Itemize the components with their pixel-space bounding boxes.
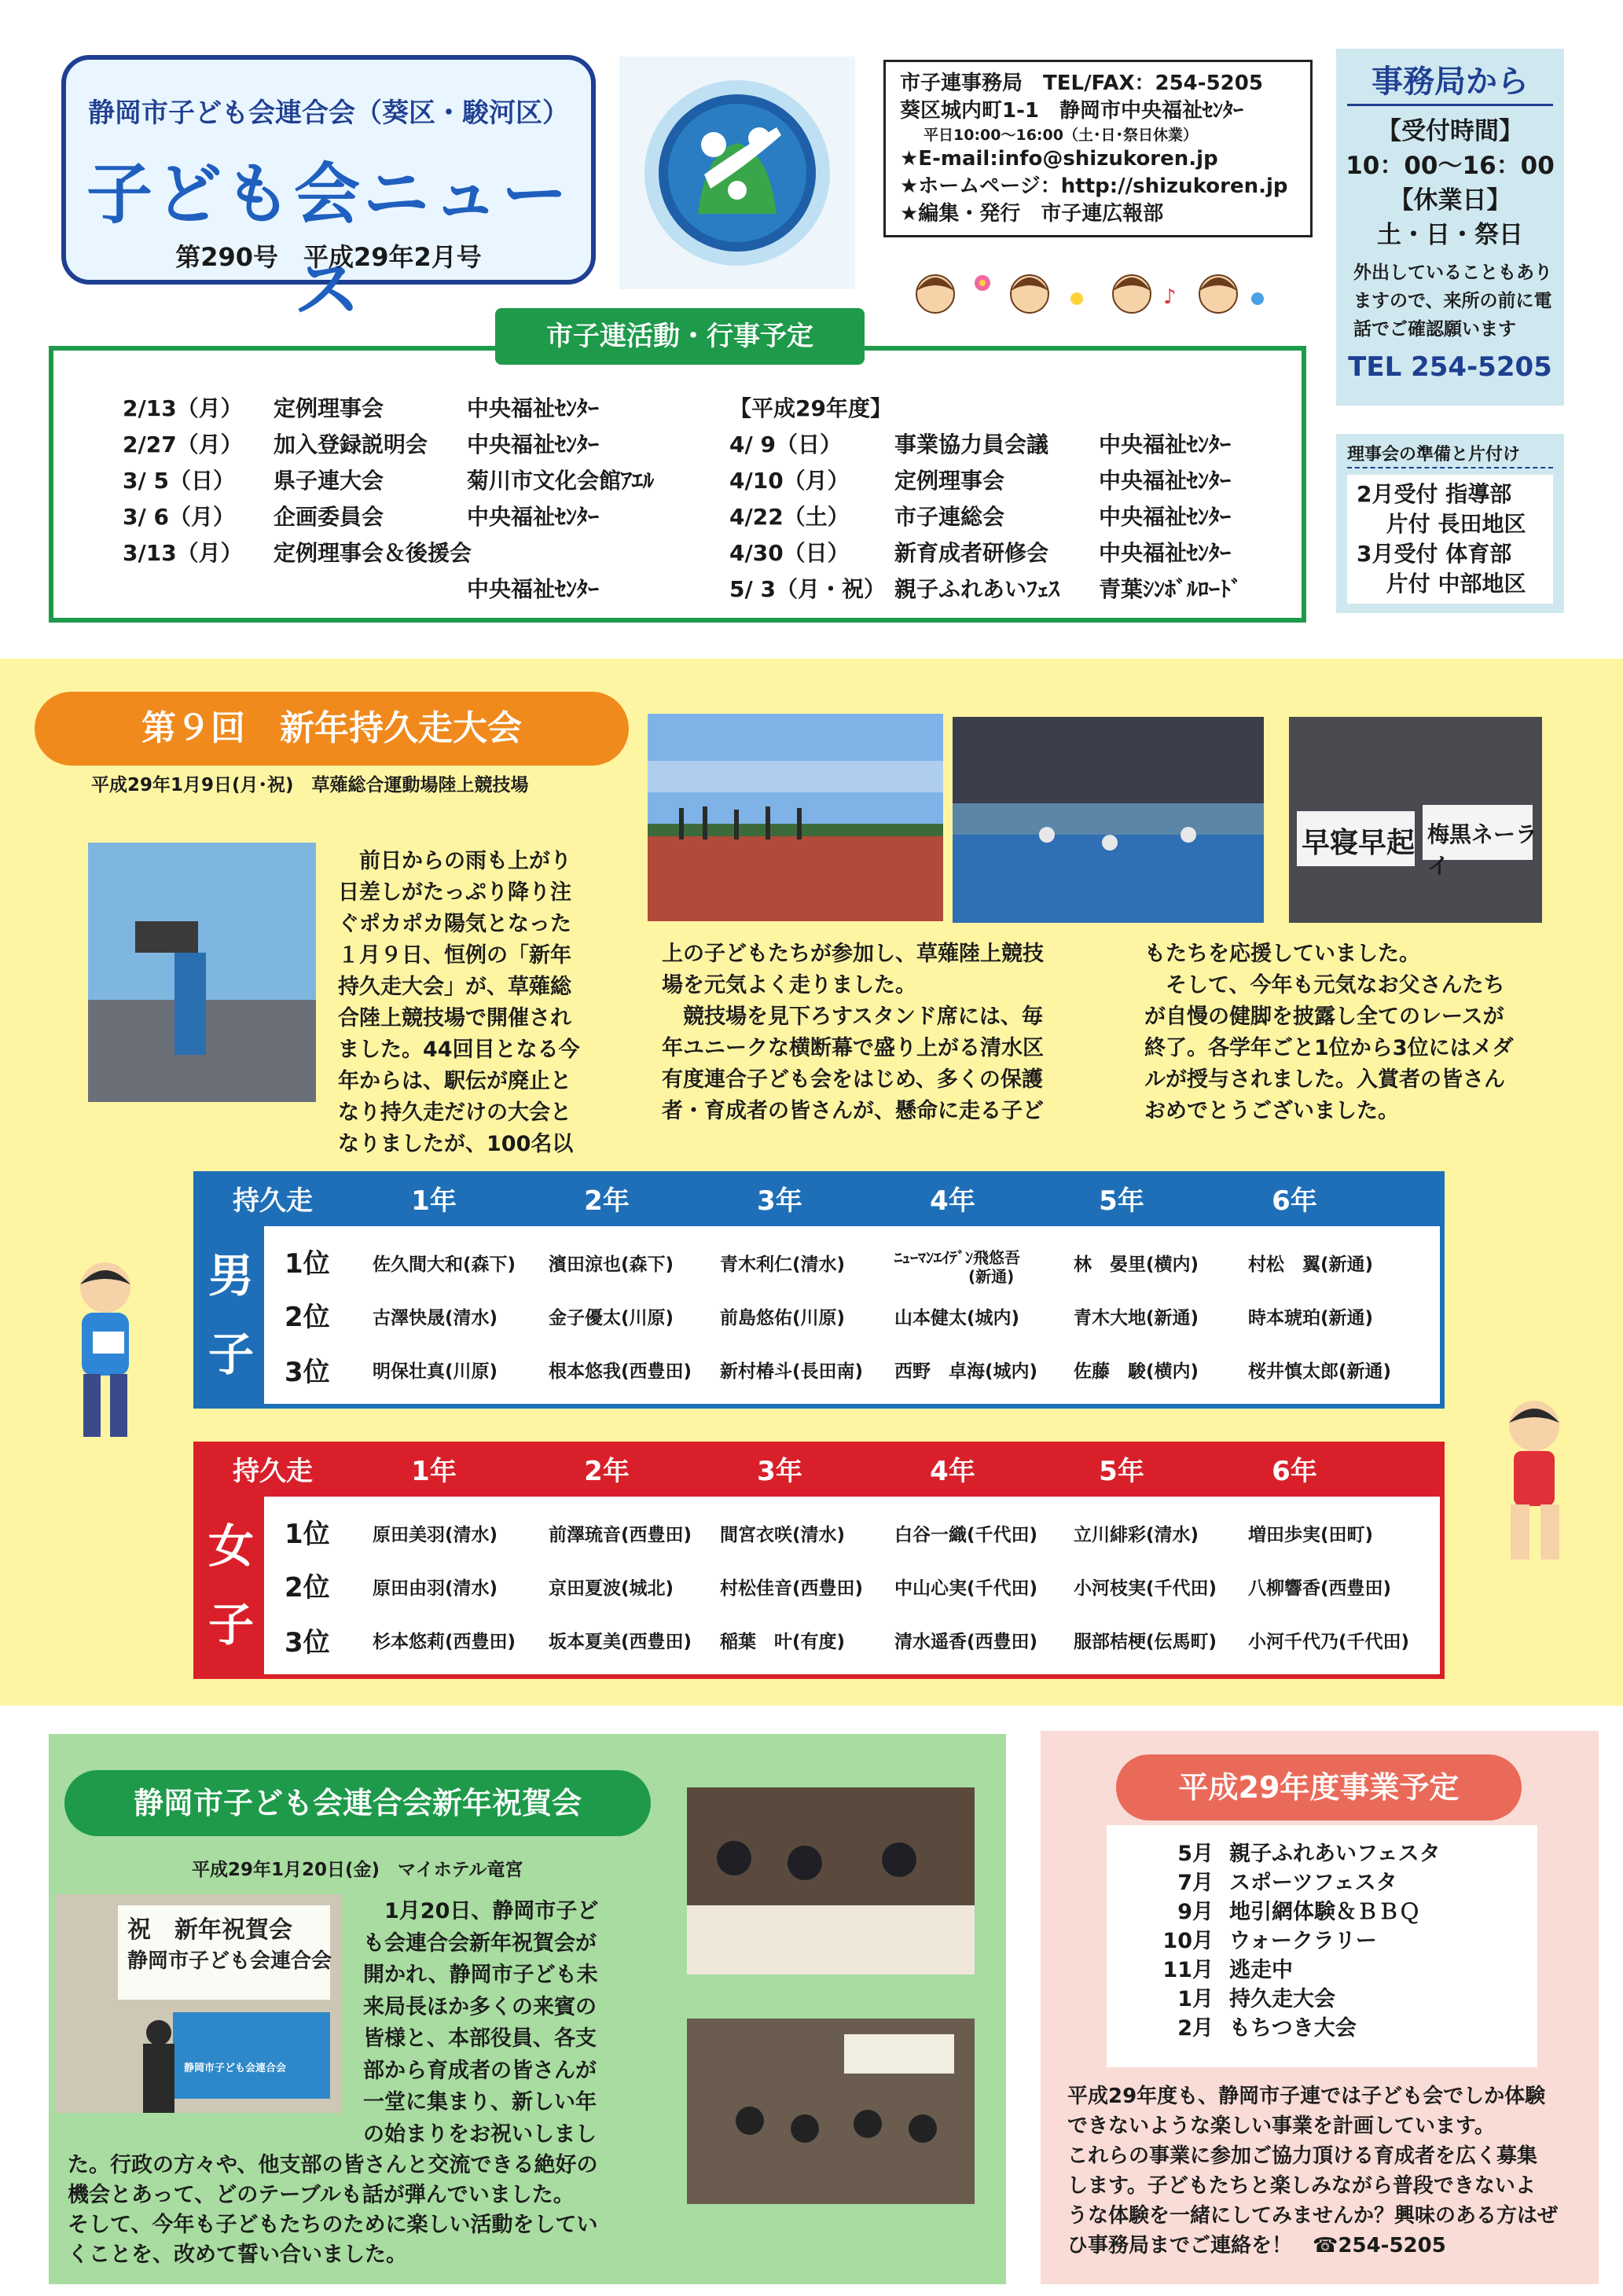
sched-date: 4/ 9（日） [729, 432, 842, 457]
text-line: 来局長ほか多くの来賓の [363, 1994, 597, 2019]
sched-date: 3/13（月） [123, 540, 243, 566]
sched-event: 企画委員会 [274, 504, 384, 530]
sched-date: 4/10（月） [729, 468, 850, 494]
boys-label: 子 [207, 1328, 254, 1381]
grade-header: 1年 [411, 1185, 457, 1217]
rank-label: 1位 [285, 1519, 330, 1550]
result-cell: 中山心実(千代田) [894, 1578, 1038, 1599]
result-cell: 小河枝実(千代田) [1074, 1578, 1217, 1599]
office-note: 外出していることもありますので、来所の前に電話でご確認願います [1353, 263, 1552, 340]
text-line: た。行政の方々や、他支部の皆さんと交流できる絶好の [68, 2153, 598, 2177]
masthead [61, 55, 596, 328]
track-photo-1 [648, 714, 943, 921]
sched-place: 中央福祉ｾﾝﾀｰ [467, 432, 600, 457]
text-line: 有度連合子ども会をはじめ、多くの保護 [662, 1067, 1043, 1092]
result-cell: 小河千代乃(千代田) [1248, 1632, 1410, 1652]
text-line: もたちを応援していました。 [1144, 942, 1420, 966]
sched-date: 3/ 6（月） [123, 504, 235, 530]
sched-place: 中央福祉ｾﾝﾀｰ [1099, 540, 1232, 566]
sched-date: 4/30（日） [729, 540, 850, 566]
text-line: 場を元気よく走りました。 [662, 973, 916, 997]
marathon-article-col3 [1144, 939, 1584, 1127]
table-header: 持久走 [233, 1185, 313, 1217]
race-start-scene-icon [88, 843, 316, 1102]
info-hours: 平日10:00～16:00（土･日･祭日休業） [923, 127, 1198, 144]
result-cell: 清水遥香(西豊田) [894, 1632, 1038, 1652]
sched-place: 菊川市文化会館ｱｴﾙ [467, 468, 655, 494]
plan-name: 持久走大会 [1229, 1987, 1335, 2011]
grade-header: 4年 [930, 1185, 975, 1217]
track-scene-icon [648, 714, 943, 921]
issue-number: 第290号 平成29年2月号 [175, 242, 482, 272]
sched-place: 中央福祉ｾﾝﾀｰ [467, 395, 600, 421]
result-cell: 山本健太(城内) [894, 1308, 1020, 1328]
text-line: 終了。各学年ごと1位から3位にはメダ [1144, 1036, 1514, 1060]
table-header: 持久走 [233, 1456, 313, 1487]
text-line: １月９日、恒例の「新年 [338, 943, 571, 968]
svg-text:♪: ♪ [1163, 285, 1177, 309]
grade-header: 2年 [584, 1185, 630, 1217]
result-cell: 明保壮真(川原) [373, 1361, 498, 1382]
runners-scene-icon [953, 717, 1264, 923]
text-line: 年からは、駅伝が廃止と [338, 1069, 571, 1093]
text-line: 上の子どもたちが参加し、草薙陸上競技 [662, 942, 1044, 966]
sched-event: 定例理事会＆後援会 [274, 540, 472, 566]
result-cell: 稲葉 叶(有度) [720, 1632, 846, 1652]
result-cell: 時本琥珀(新通) [1248, 1308, 1374, 1328]
result-cell: ﾆｭｰﾏﾝｴｲﾃﾞﾝ飛悠吾 [894, 1248, 1020, 1267]
board-row: 片付 中部地区 [1357, 571, 1526, 597]
grade-header: 3年 [757, 1456, 802, 1487]
sched-event: 定例理事会 [274, 395, 384, 421]
plan-month: 10月 [1162, 1929, 1214, 1953]
sched-place: 中央福祉ｾﾝﾀｰ [1099, 468, 1232, 494]
text-line: ぐポカポカ陽気となった [338, 912, 571, 936]
text-line: も会連合会新年祝賀会が [363, 1930, 597, 1956]
info-office: 市子連事務局 TEL/FAX：254-5205 [900, 72, 1263, 95]
grade-header: 4年 [930, 1456, 975, 1487]
sched-date: 3/ 5（日） [123, 468, 235, 494]
girls-label: 女 [207, 1519, 254, 1573]
sched-place: 中央福祉ｾﾝﾀｰ [1099, 504, 1232, 530]
result-cell: 白谷一織(千代田) [894, 1525, 1038, 1545]
result-cell: 佐久間大和(森下) [373, 1255, 516, 1275]
plan-item [1138, 1985, 1537, 2014]
result-cell: 村松 翼(新通) [1248, 1255, 1374, 1275]
plan-name: 地引網体験＆ＢＢＱ [1229, 1900, 1420, 1924]
marathon-article-col1 [338, 846, 621, 1160]
info-publisher: ★編集・発行 市子連広報部 [900, 202, 1164, 226]
plan-contact-line[interactable]: ひ事務局までご連絡を！ ☎254-5205 [1067, 2234, 1446, 2257]
text-line: おめでとうございました。 [1144, 1099, 1399, 1123]
result-cell: 前島悠佑(川原) [720, 1308, 846, 1328]
office-hours: 10：00～16：00 [1346, 152, 1555, 180]
text-line: が自慢の健脚を披露し全てのレースが [1144, 1005, 1504, 1029]
event-schedule [49, 346, 1306, 623]
result-cell: 間宮衣咲(清水) [720, 1525, 846, 1545]
result-cell: 古澤快晟(清水) [373, 1308, 498, 1328]
result-cell: 立川緋彩(清水) [1074, 1525, 1199, 1545]
sched-date: 2/13（月） [123, 395, 243, 421]
boy-runner-icon [53, 1256, 156, 1453]
result-cell: 村松佳音(西豊田) [720, 1578, 864, 1599]
text-line: これらの事業に参加ご協力頂ける育成者を広く募集 [1067, 2144, 1538, 2168]
girls-results-table [193, 1442, 1445, 1679]
result-cell: 濱田涼也(森下) [549, 1255, 674, 1275]
sched-event: 市子連総会 [894, 504, 1005, 530]
kids-faces-icon [912, 259, 1281, 322]
runner-red-shirt-icon [1478, 1391, 1588, 1572]
board-row: 2月受付 指導部 [1357, 481, 1512, 507]
text-line: そして、今年も子どもたちのために楽しい活動をしてい [68, 2213, 598, 2237]
contact-info [883, 60, 1313, 237]
plan-name: スポーツフェスタ [1229, 1871, 1397, 1895]
kids-faces-illustration [912, 259, 1281, 322]
result-cell: 坂本夏美(西豊田) [549, 1632, 692, 1652]
sched-date: 2/27（月） [123, 432, 243, 457]
text-line: します。子どもたちと楽しみながら普段できないよ [1067, 2174, 1536, 2198]
info-homepage[interactable]: ★ホームページ：http://shizukoren.jp [900, 174, 1288, 198]
sched-place: 中央福祉ｾﾝﾀｰ [467, 576, 600, 602]
text-line: うな体験を一緒にしてみませんか？興味のある方はぜ [1067, 2204, 1559, 2228]
logo [619, 57, 855, 289]
sched-date: 4/22（土） [729, 504, 850, 530]
office-closed-days: 土・日・祭日 [1377, 221, 1523, 249]
office-notice [1336, 49, 1564, 406]
plan-month: 7月 [1177, 1871, 1214, 1895]
grade-header: 6年 [1272, 1456, 1317, 1487]
party-table-photo-1 [687, 1787, 975, 1975]
result-cell: 増田歩実(田町) [1248, 1525, 1374, 1545]
marathon-article-col2 [662, 939, 1110, 1127]
result-cell: 佐藤 駿(横内) [1074, 1361, 1199, 1382]
text-line: の始まりをお祝いしまし [363, 2122, 597, 2147]
grade-header: 1年 [411, 1456, 457, 1487]
text-line: 平成29年度も、静岡市子連では子ども会でしか体験 [1067, 2085, 1546, 2108]
text-line: なりましたが、100名以 [338, 1132, 574, 1156]
result-cell: 新村椿斗(長田南) [720, 1361, 864, 1382]
grade-header: 5年 [1099, 1456, 1144, 1487]
plan-month: 9月 [1177, 1900, 1214, 1924]
party-subtitle: 平成29年1月20日(金) マイホテル竜宮 [192, 1860, 523, 1880]
result-cell: 原田由羽(清水) [373, 1578, 498, 1599]
banner-photo [1289, 717, 1542, 923]
grade-header: 5年 [1099, 1185, 1144, 1217]
marathon-title: 第９回 新年持久走大会 [35, 692, 629, 766]
plan-item [1138, 1927, 1537, 1956]
plan-name: 親子ふれあいフェスタ [1229, 1842, 1441, 1866]
girls-label: 子 [207, 1598, 254, 1651]
plan-month: 5月 [1177, 1842, 1214, 1866]
info-address: 葵区城内町1-1 静岡市中央福祉ｾﾝﾀｰ [900, 99, 1243, 123]
board-duty [1336, 434, 1564, 613]
board-heading: 理事会の準備と片付け [1347, 443, 1553, 468]
party-sign-line2: 静岡市子ども会連合会 [127, 1949, 332, 1973]
start-photo [88, 843, 316, 1102]
rank-label: 1位 [285, 1248, 330, 1280]
text-line: 競技場を見下ろすスタンド席には、毎 [662, 1005, 1043, 1029]
text-line: 1月20日、静岡市子ど [363, 1899, 599, 1923]
grade-header: 3年 [757, 1185, 802, 1217]
plan-name: もちつき大会 [1229, 2016, 1357, 2041]
text-line: 日差しがたっぷり降り注 [338, 880, 571, 905]
party-sign-line1: 祝 新年祝賀会 [127, 1916, 292, 1944]
result-cell: 青木利仁(清水) [720, 1255, 846, 1275]
party-table-photo-2 [687, 2019, 975, 2204]
sched-event: 県子連大会 [274, 468, 384, 494]
plan-name: 逃走中 [1229, 1958, 1293, 1982]
schedule-title: 市子連活動・行事予定 [495, 308, 865, 365]
text-line: 開かれ、静岡市子ども未 [363, 1963, 598, 1987]
text-line: 前日からの雨も上がり [338, 849, 571, 873]
boys-label: 男 [207, 1249, 254, 1302]
text-line: なり持久走だけの大会と [338, 1100, 571, 1125]
sched-event: 親子ふれあいﾌｪｽ [894, 576, 1060, 602]
text-line: くことを、改めて誓い合いました。 [68, 2243, 407, 2267]
plan-item [1138, 1956, 1537, 1985]
result-cell: 根本悠我(西豊田) [549, 1361, 692, 1382]
result-cell-note: (新通) [968, 1267, 1015, 1286]
text-line: 年ユニークな横断幕で盛り上がる清水区 [662, 1036, 1044, 1060]
rank-label: 2位 [285, 1572, 330, 1604]
plan-month: 11月 [1162, 1958, 1214, 1982]
rank-label: 3位 [285, 1627, 330, 1659]
sched-event: 事業協力員会議 [894, 432, 1049, 457]
text-line: 皆様と、本部役員、各支 [363, 2026, 597, 2051]
plan-item [1138, 1839, 1537, 1868]
sched-event: 定例理事会 [894, 468, 1005, 494]
text-line: 持久走大会」が、草薙総 [338, 975, 571, 999]
office-tel[interactable]: TEL 254-5205 [1348, 351, 1552, 383]
plan-item [1138, 1868, 1537, 1897]
banquet-hall-scene-icon [687, 2019, 975, 2204]
plan-name: ウォークラリー [1229, 1929, 1377, 1953]
text-line: ました。44回目となる今 [338, 1038, 580, 1062]
organization-name: 静岡市子ども会連合会（葵区・駿河区） [88, 97, 569, 129]
sched-place: 中央福祉ｾﾝﾀｰ [467, 504, 600, 530]
sched-year-header: 【平成29年度】 [729, 395, 892, 421]
text-line: 機会とあって、どのテーブルも話が弾んでいました。 [68, 2183, 575, 2207]
party-article-full [68, 2151, 665, 2270]
sched-event: 新育成者研修会 [894, 540, 1049, 566]
text-line: 者・育成者の皆さんが、懸命に走る子ど [662, 1099, 1044, 1123]
office-closed-label: 【休業日】 [1389, 186, 1511, 215]
result-cell: 金子優太(川原) [549, 1308, 674, 1328]
plan-month: 1月 [1177, 1987, 1214, 2011]
result-cell: 京田夏波(城北) [549, 1578, 674, 1599]
result-cell: 服部桔梗(伝馬町) [1074, 1632, 1217, 1652]
rank-label: 3位 [285, 1357, 330, 1388]
text-line: 合陸上競技場で開催され [338, 1006, 571, 1030]
text-line: 一堂に集まり、新しい年 [363, 2090, 597, 2114]
plan-item [1138, 1897, 1537, 1927]
organization-logo-icon [619, 57, 855, 289]
result-cell: 青木大地(新通) [1074, 1308, 1199, 1328]
text-line: 部から育成者の皆さんが [363, 2058, 597, 2083]
sched-place: 中央福祉ｾﾝﾀｰ [1099, 432, 1232, 457]
office-heading: 事務局から [1347, 60, 1553, 106]
boy-runner-illustration [53, 1256, 156, 1453]
boys-results-table [193, 1171, 1445, 1409]
plan-item [1138, 2014, 1537, 2043]
text-line: ルが授与されました。入賞者の皆さん [1144, 1067, 1505, 1092]
marathon-subtitle: 平成29年1月9日(月･祝) 草薙総合運動場陸上競技場 [91, 775, 529, 795]
office-hours-label: 【受付時間】 [1377, 117, 1523, 145]
girl-runner-illustration [1478, 1391, 1588, 1572]
grade-header: 2年 [584, 1456, 630, 1487]
result-cell: 八柳響香(西豊田) [1248, 1578, 1392, 1599]
newsletter-title: 子ども会ニュース [86, 156, 571, 328]
result-cell: 原田美羽(清水) [373, 1525, 498, 1545]
plan-month: 2月 [1177, 2016, 1214, 2041]
result-cell: 前澤琉音(西豊田) [549, 1525, 692, 1545]
result-cell: 西野 卓海(城内) [894, 1361, 1038, 1382]
result-cell: 杉本悠莉(西豊田) [373, 1632, 516, 1652]
banner-text-2: 梅黒ネーライ [1427, 821, 1538, 879]
board-row: 3月受付 体育部 [1357, 541, 1512, 567]
plan-list [1107, 1825, 1537, 2067]
party-flag-text: 静岡市子ども会連合会 [184, 2063, 287, 2074]
grade-header: 6年 [1272, 1185, 1317, 1217]
plan-title: 平成29年度事業予定 [1116, 1754, 1522, 1820]
party-article-col [363, 1896, 670, 2151]
sched-date: 5/ 3（月・祝） [729, 576, 886, 602]
result-cell: 林 晏里(横内) [1074, 1255, 1199, 1275]
result-cell: 桜井慎太郎(新通) [1248, 1361, 1392, 1382]
info-email[interactable]: ★E-mail:info@shizukoren.jp [900, 147, 1218, 171]
text-line: できないような楽しい事業を計画しています。 [1067, 2114, 1495, 2138]
sched-event: 加入登録説明会 [274, 432, 428, 457]
banner-text-1: 早寝早起 [1302, 827, 1416, 859]
text-line: そして、今年も元気なお父さんたち [1144, 973, 1505, 997]
party-stage-photo [55, 1894, 341, 2113]
banquet-scene-icon [687, 1787, 975, 1975]
sched-place: 青葉ｼﾝﾎﾞﾙﾛｰﾄﾞ [1099, 576, 1243, 602]
plan-text [1067, 2081, 1586, 2261]
party-title: 静岡市子ども会連合会新年祝賀会 [64, 1770, 651, 1836]
board-row: 片付 長田地区 [1357, 511, 1526, 537]
track-photo-2 [953, 717, 1264, 923]
rank-label: 2位 [285, 1302, 330, 1333]
